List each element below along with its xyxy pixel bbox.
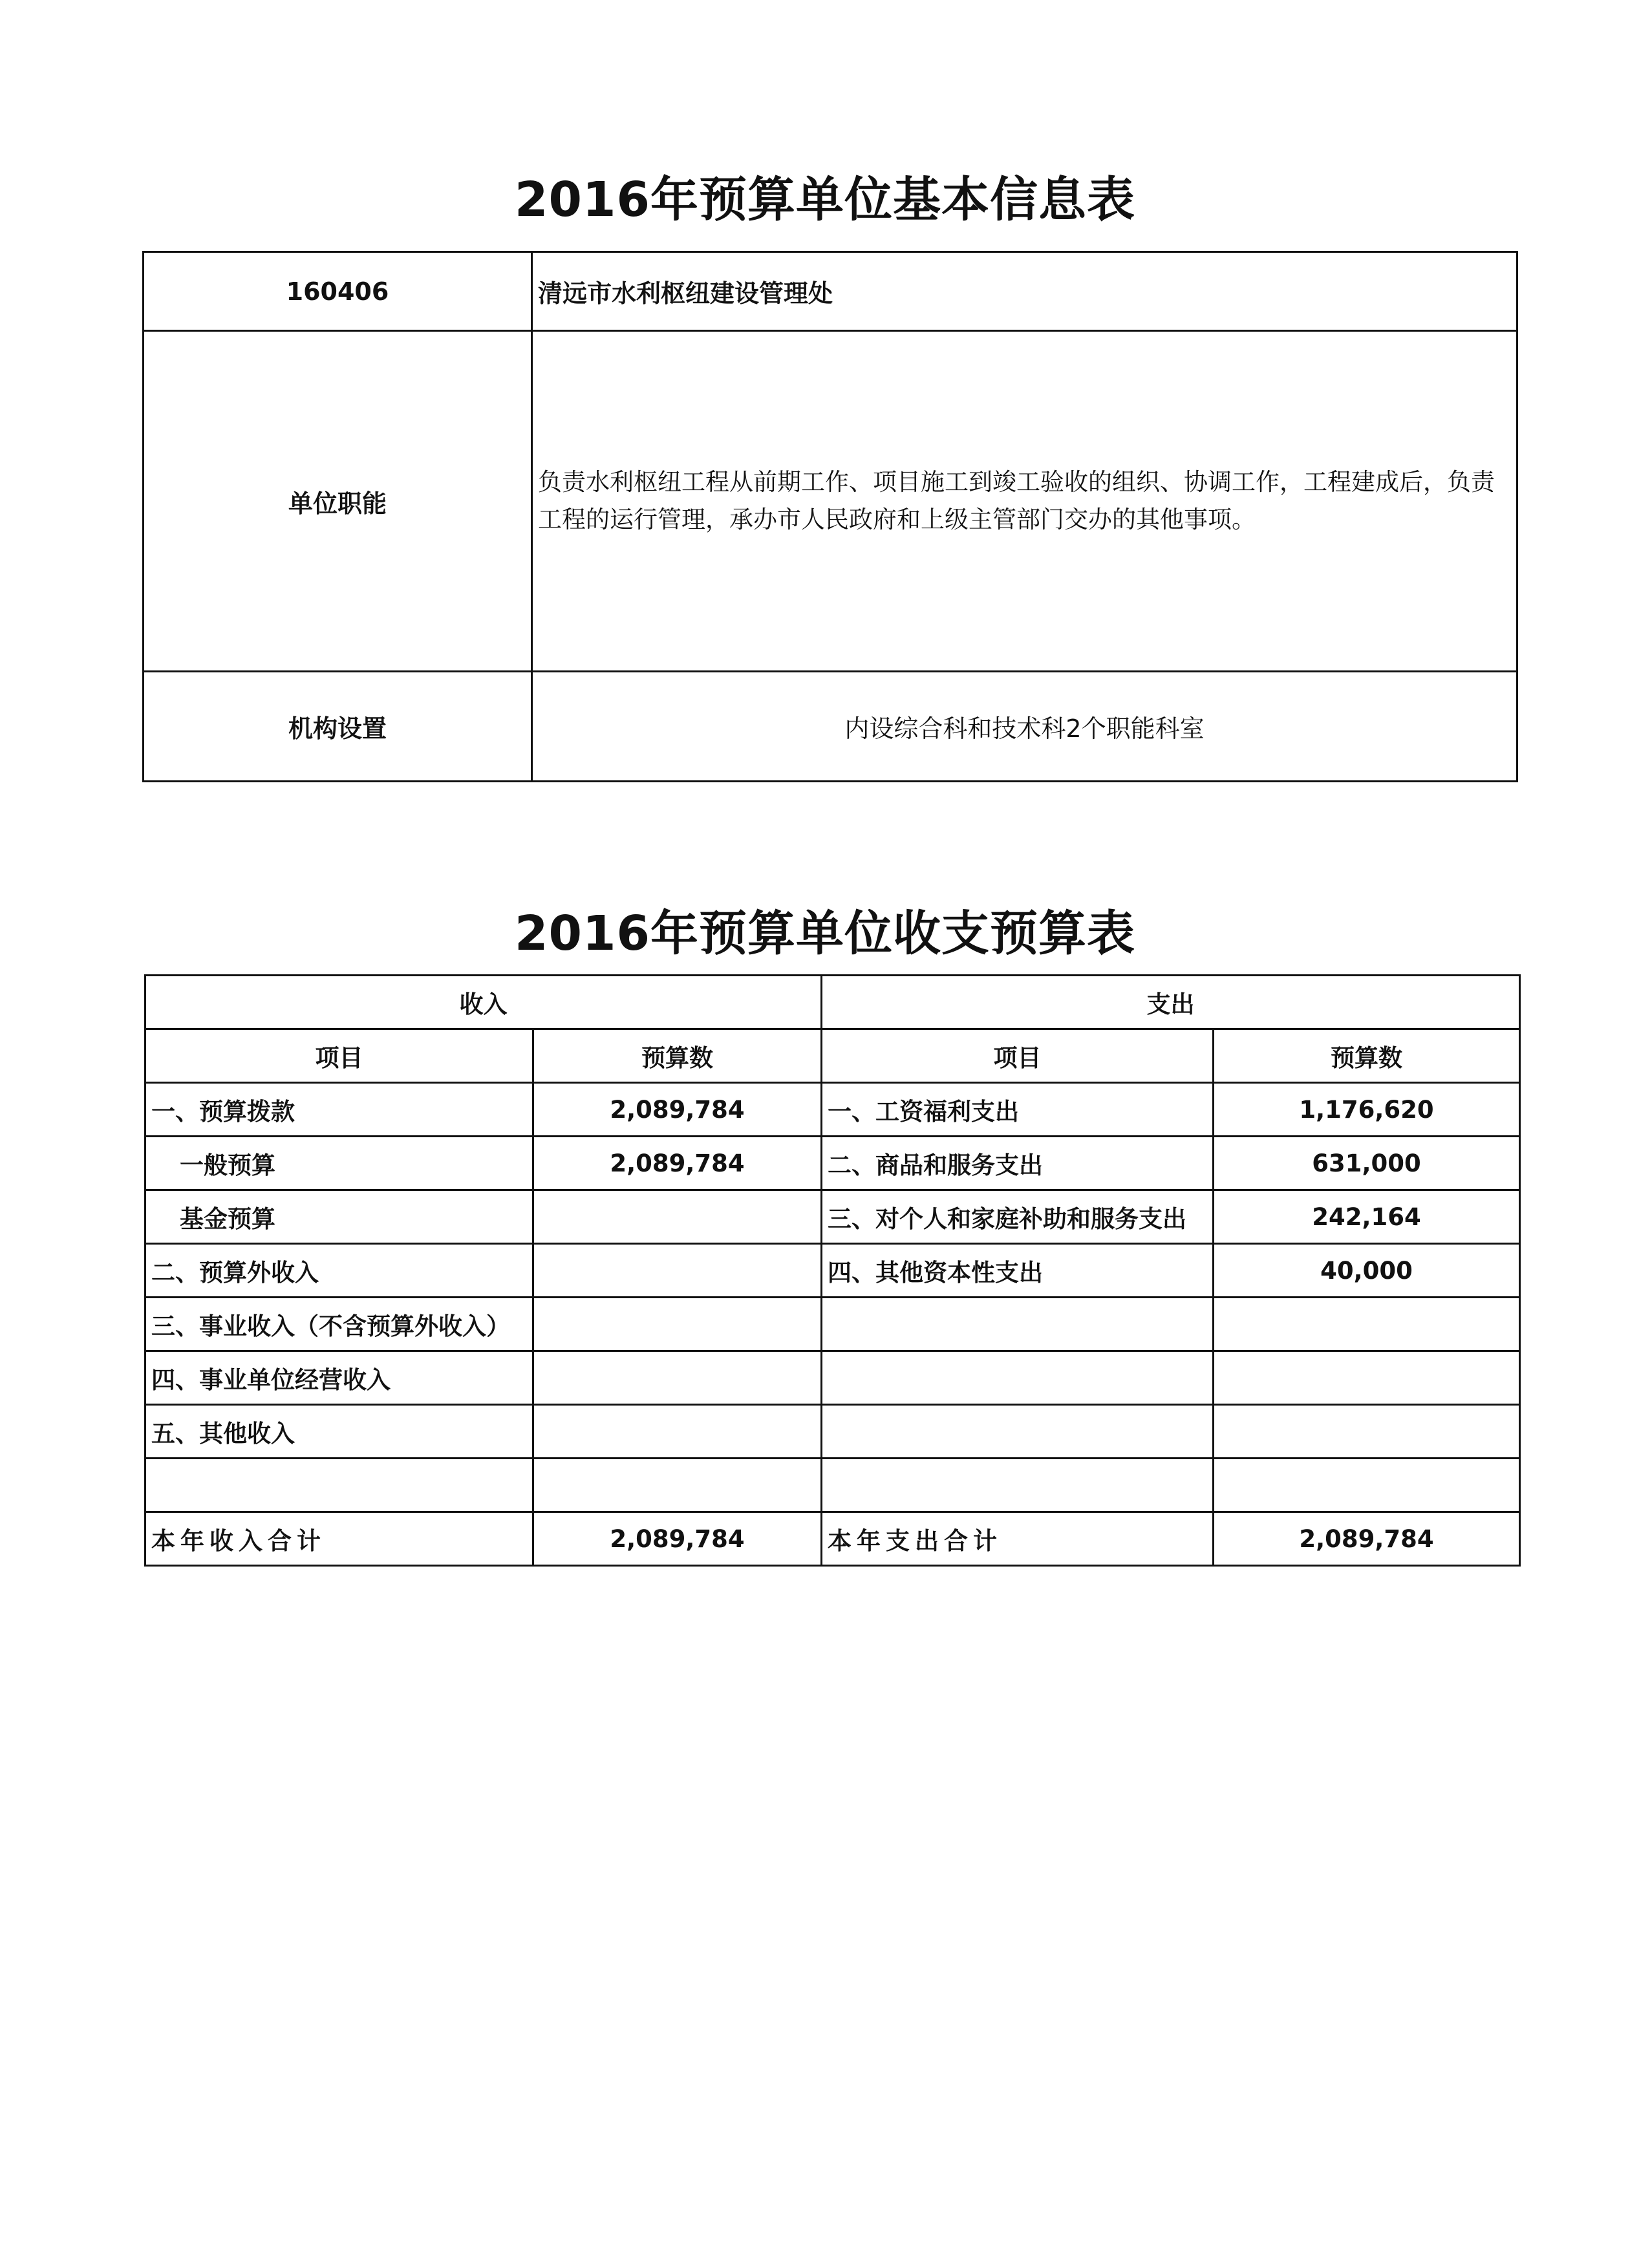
expense-amount: 242,164 [1214, 1190, 1520, 1244]
table-row [145, 1083, 1520, 1137]
unit-name: 清远市水利枢纽建设管理处 [532, 252, 1517, 331]
table-row [145, 1190, 1520, 1244]
income-amount: 2,089,784 [533, 1137, 822, 1190]
income-item: 五、其他收入 [145, 1405, 533, 1459]
table-row [145, 1405, 1520, 1459]
org-label: 机构设置 [144, 672, 532, 782]
income-item-header: 项目 [145, 1029, 533, 1083]
duty-row [144, 331, 1517, 672]
section-header-row [145, 976, 1520, 1029]
income-amount-header: 预算数 [533, 1029, 822, 1083]
income-amount [533, 1351, 822, 1405]
budget-table-title: 2016年预算单位收支预算表 [515, 906, 1135, 961]
income-amount [533, 1405, 822, 1459]
income-header: 收入 [145, 976, 822, 1029]
info-table-title: 2016年预算单位基本信息表 [515, 172, 1135, 228]
expense-amount [1214, 1459, 1520, 1512]
unit-code: 160406 [144, 252, 532, 331]
expense-total-label: 本年支出合计 [822, 1512, 1214, 1566]
income-total: 2,089,784 [533, 1512, 822, 1566]
expense-item: 二、商品和服务支出 [822, 1137, 1214, 1190]
expense-amount: 1,176,620 [1214, 1083, 1520, 1137]
income-item: 一、预算拨款 [145, 1083, 533, 1137]
income-item: 二、预算外收入 [145, 1244, 533, 1298]
income-amount: 2,089,784 [533, 1083, 822, 1137]
income-item [145, 1459, 533, 1512]
income-amount [533, 1190, 822, 1244]
income-item: 基金预算 [145, 1190, 533, 1244]
expense-amount: 631,000 [1214, 1137, 1520, 1190]
expense-amount-header: 预算数 [1214, 1029, 1520, 1083]
org-row [144, 672, 1517, 782]
table-row [145, 1137, 1520, 1190]
duty-label: 单位职能 [144, 331, 532, 672]
income-amount [533, 1244, 822, 1298]
budget-table [144, 974, 1521, 1567]
expense-total: 2,089,784 [1214, 1512, 1520, 1566]
expense-item: 三、对个人和家庭补助和服务支出 [822, 1190, 1214, 1244]
expense-header: 支出 [822, 976, 1520, 1029]
duty-text: 负责水利枢纽工程从前期工作、项目施工到竣工验收的组织、协调工作，工程建成后，负责工程的运行管理，承办市人民政府和上级主管部门交办的其他事项。 [532, 331, 1517, 672]
income-item: 一般预算 [145, 1137, 533, 1190]
expense-amount [1214, 1405, 1520, 1459]
column-header-row [145, 1029, 1520, 1083]
expense-item [822, 1351, 1214, 1405]
table-row [145, 1351, 1520, 1405]
income-total-label: 本年收入合计 [145, 1512, 533, 1566]
income-item: 三、事业收入（不含预算外收入） [145, 1298, 533, 1351]
expense-amount: 40,000 [1214, 1244, 1520, 1298]
expense-item: 一、工资福利支出 [822, 1083, 1214, 1137]
income-amount [533, 1459, 822, 1512]
org-text: 内设综合科和技术科2个职能科室 [532, 672, 1517, 782]
expense-item: 四、其他资本性支出 [822, 1244, 1214, 1298]
total-row [145, 1512, 1520, 1566]
table-row [145, 1298, 1520, 1351]
expense-item [822, 1459, 1214, 1512]
table-row [145, 1244, 1520, 1298]
expense-item [822, 1405, 1214, 1459]
expense-item [822, 1298, 1214, 1351]
basic-info-table [142, 251, 1518, 782]
unit-row [144, 252, 1517, 331]
expense-amount [1214, 1298, 1520, 1351]
income-item: 四、事业单位经营收入 [145, 1351, 533, 1405]
table-row [145, 1459, 1520, 1512]
income-amount [533, 1298, 822, 1351]
expense-amount [1214, 1351, 1520, 1405]
expense-item-header: 项目 [822, 1029, 1214, 1083]
